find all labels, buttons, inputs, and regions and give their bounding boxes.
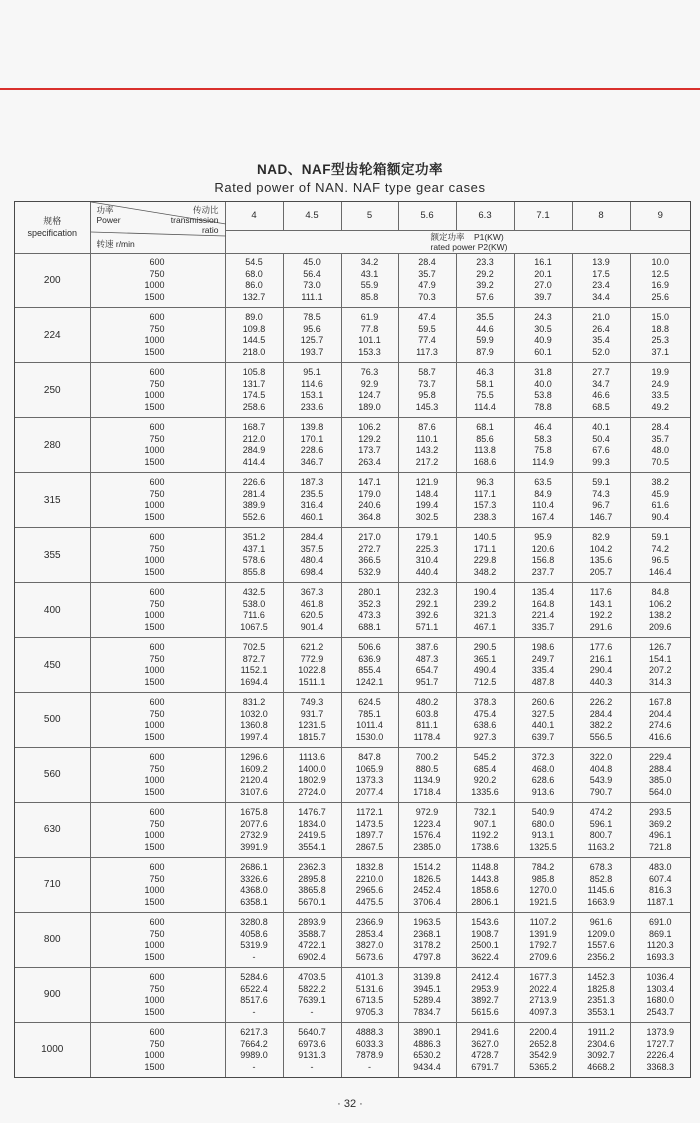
power-value-cell: 1675.8 2077.6 2732.9 3991.9 bbox=[225, 803, 283, 858]
power-value-cell: 58.7 73.7 95.8 145.3 bbox=[398, 363, 456, 418]
power-value-cell: 1677.3 2022.4 2713.9 4097.3 bbox=[514, 968, 572, 1023]
rated-power-table bbox=[15, 202, 690, 1077]
power-value-cell: 187.3 235.5 316.4 460.1 bbox=[283, 473, 341, 528]
power-value-cell: 95.9 120.6 156.8 237.7 bbox=[514, 528, 572, 583]
power-value-cell: 1148.8 1443.8 1858.6 2806.1 bbox=[456, 858, 514, 913]
speed-cell: 600 750 1000 1500 bbox=[90, 1023, 225, 1077]
table-row bbox=[15, 418, 690, 473]
table-row bbox=[15, 308, 690, 363]
power-value-cell: 198.6 249.7 335.4 487.8 bbox=[514, 638, 572, 693]
power-value-cell: 831.2 1032.0 1360.8 1997.4 bbox=[225, 693, 283, 748]
power-value-cell: 284.4 357.5 480.4 698.4 bbox=[283, 528, 341, 583]
ratio-header: 8 bbox=[572, 202, 630, 230]
ratio-header: 5.6 bbox=[398, 202, 456, 230]
power-value-cell: 702.5 872.7 1152.1 1694.4 bbox=[225, 638, 283, 693]
power-value-cell: 21.0 26.4 35.4 52.0 bbox=[572, 308, 630, 363]
size-cell: 400 bbox=[15, 583, 90, 638]
power-value-cell: 621.2 772.9 1022.8 1511.1 bbox=[283, 638, 341, 693]
spec-header bbox=[15, 202, 90, 253]
power-value-cell: 229.4 288.4 385.0 564.0 bbox=[630, 748, 690, 803]
table-row bbox=[15, 1023, 690, 1077]
power-value-cell: 367.3 461.8 620.5 901.4 bbox=[283, 583, 341, 638]
power-value-cell: 2366.9 2853.4 3827.0 5673.6 bbox=[341, 913, 398, 968]
power-value-cell: 480.2 603.8 811.1 1178.4 bbox=[398, 693, 456, 748]
power-value-cell: 135.4 164.8 221.4 335.7 bbox=[514, 583, 572, 638]
speed-cell: 600 750 1000 1500 bbox=[90, 308, 225, 363]
power-value-cell: 10.0 12.5 16.9 25.6 bbox=[630, 253, 690, 308]
power-value-cell: 179.1 225.3 310.4 440.4 bbox=[398, 528, 456, 583]
power-value-cell: 31.8 40.0 53.8 78.8 bbox=[514, 363, 572, 418]
power-value-cell: 140.5 171.1 229.8 348.2 bbox=[456, 528, 514, 583]
table-row bbox=[15, 913, 690, 968]
table-row bbox=[15, 528, 690, 583]
power-value-cell: 961.6 1209.0 1557.6 2356.2 bbox=[572, 913, 630, 968]
power-value-cell: 190.4 239.2 321.3 467.1 bbox=[456, 583, 514, 638]
power-value-cell: 121.9 148.4 199.4 302.5 bbox=[398, 473, 456, 528]
power-value-cell: 732.1 907.1 1192.2 1738.6 bbox=[456, 803, 514, 858]
power-value-cell: 4703.5 5822.2 7639.1 - bbox=[283, 968, 341, 1023]
power-value-cell: 47.4 59.5 77.4 117.3 bbox=[398, 308, 456, 363]
ratio-label: 传动比 transmission ratio bbox=[170, 205, 219, 235]
power-value-cell: 59.1 74.3 96.7 146.7 bbox=[572, 473, 630, 528]
size-cell: 250 bbox=[15, 363, 90, 418]
power-value-cell: 1911.2 2304.6 3092.7 4668.2 bbox=[572, 1023, 630, 1077]
power-value-cell: 784.2 985.8 1270.0 1921.5 bbox=[514, 858, 572, 913]
power-value-cell: 1036.4 1303.4 1680.0 2543.7 bbox=[630, 968, 690, 1023]
power-value-cell: 1172.1 1473.5 1897.7 2867.5 bbox=[341, 803, 398, 858]
power-value-cell: 2893.9 3588.7 4722.1 6902.4 bbox=[283, 913, 341, 968]
power-value-cell: 87.6 110.1 143.2 217.2 bbox=[398, 418, 456, 473]
power-value-cell: 106.2 129.2 173.7 263.4 bbox=[341, 418, 398, 473]
ratio-header: 6.3 bbox=[456, 202, 514, 230]
power-value-cell: 972.9 1223.4 1576.4 2385.0 bbox=[398, 803, 456, 858]
size-cell: 630 bbox=[15, 803, 90, 858]
power-value-cell: 139.8 170.1 228.6 346.7 bbox=[283, 418, 341, 473]
page-title-chinese: NAD、NAF型齿轮箱额定功率 bbox=[257, 162, 443, 177]
power-value-cell: 28.4 35.7 47.9 70.3 bbox=[398, 253, 456, 308]
ratio-header: 4 bbox=[225, 202, 283, 230]
speed-cell: 600 750 1000 1500 bbox=[90, 748, 225, 803]
speed-cell: 600 750 1000 1500 bbox=[90, 858, 225, 913]
power-value-cell: 3139.8 3945.1 5289.4 7834.7 bbox=[398, 968, 456, 1023]
speed-cell: 600 750 1000 1500 bbox=[90, 638, 225, 693]
power-value-cell: 4888.3 6033.3 7878.9 - bbox=[341, 1023, 398, 1077]
power-value-cell: 28.4 35.7 48.0 70.5 bbox=[630, 418, 690, 473]
power-value-cell: 16.1 20.1 27.0 39.7 bbox=[514, 253, 572, 308]
diagonal-header bbox=[90, 202, 225, 253]
power-value-cell: 46.3 58.1 75.5 114.4 bbox=[456, 363, 514, 418]
power-value-cell: 3890.1 4886.3 6530.2 9434.4 bbox=[398, 1023, 456, 1077]
power-label: 功率 Power bbox=[96, 205, 121, 225]
power-value-cell: 5284.6 6522.4 8517.6 - bbox=[225, 968, 283, 1023]
ratio-header: 4.5 bbox=[283, 202, 341, 230]
power-value-cell: 749.3 931.7 1231.5 1815.7 bbox=[283, 693, 341, 748]
power-value-cell: 700.2 880.5 1134.9 1718.4 bbox=[398, 748, 456, 803]
power-value-cell: 24.3 30.5 40.9 60.1 bbox=[514, 308, 572, 363]
power-value-cell: 3280.8 4058.6 5319.9 - bbox=[225, 913, 283, 968]
speed-cell: 600 750 1000 1500 bbox=[90, 528, 225, 583]
power-value-cell: 545.2 685.4 920.2 1335.6 bbox=[456, 748, 514, 803]
power-value-cell: 2941.6 3627.0 4728.7 6791.7 bbox=[456, 1023, 514, 1077]
power-value-cell: 95.1 114.6 153.1 233.6 bbox=[283, 363, 341, 418]
power-value-cell: 1476.7 1834.0 2419.5 3554.1 bbox=[283, 803, 341, 858]
table-row bbox=[15, 748, 690, 803]
ratio-header: 7.1 bbox=[514, 202, 572, 230]
power-value-cell: 2686.1 3326.6 4368.0 6358.1 bbox=[225, 858, 283, 913]
power-value-cell: 46.4 58.3 75.8 114.9 bbox=[514, 418, 572, 473]
spec-label-cn: 规格 bbox=[43, 216, 62, 227]
speed-cell: 600 750 1000 1500 bbox=[90, 968, 225, 1023]
power-value-cell: 1107.2 1391.9 1792.7 2709.6 bbox=[514, 913, 572, 968]
power-value-cell: 4101.3 5131.6 6713.5 9705.3 bbox=[341, 968, 398, 1023]
power-value-cell: 1113.6 1400.0 1802.9 2724.0 bbox=[283, 748, 341, 803]
power-value-cell: 13.9 17.5 23.4 34.4 bbox=[572, 253, 630, 308]
power-value-cell: 1373.9 1727.7 2226.4 3368.3 bbox=[630, 1023, 690, 1077]
power-value-cell: 45.0 56.4 73.0 111.1 bbox=[283, 253, 341, 308]
power-value-cell: 624.5 785.1 1011.4 1530.0 bbox=[341, 693, 398, 748]
rated-power-table-frame bbox=[14, 201, 691, 1078]
size-cell: 560 bbox=[15, 748, 90, 803]
power-value-cell: 167.8 204.4 274.6 416.6 bbox=[630, 693, 690, 748]
power-value-cell: 280.1 352.3 473.3 688.1 bbox=[341, 583, 398, 638]
power-value-cell: 1514.2 1826.5 2452.4 3706.4 bbox=[398, 858, 456, 913]
unit-header bbox=[225, 230, 690, 253]
table-row bbox=[15, 253, 690, 308]
page-number: · 32 · bbox=[337, 1098, 363, 1110]
table-row bbox=[15, 803, 690, 858]
speed-cell: 600 750 1000 1500 bbox=[90, 363, 225, 418]
power-value-cell: 540.9 680.0 913.1 1325.5 bbox=[514, 803, 572, 858]
power-value-cell: 260.6 327.5 440.1 639.7 bbox=[514, 693, 572, 748]
power-value-cell: 1452.3 1825.8 2351.3 3553.1 bbox=[572, 968, 630, 1023]
size-cell: 355 bbox=[15, 528, 90, 583]
red-header-rule bbox=[0, 88, 700, 90]
size-cell: 1000 bbox=[15, 1023, 90, 1077]
power-value-cell: 19.9 24.9 33.5 49.2 bbox=[630, 363, 690, 418]
table-row bbox=[15, 473, 690, 528]
power-value-cell: 322.0 404.8 543.9 790.7 bbox=[572, 748, 630, 803]
power-value-cell: 2362.3 2895.8 3865.8 5670.1 bbox=[283, 858, 341, 913]
power-value-cell: 59.1 74.2 96.5 146.4 bbox=[630, 528, 690, 583]
power-value-cell: 117.6 143.1 192.2 291.6 bbox=[572, 583, 630, 638]
power-value-cell: 84.8 106.2 138.2 209.6 bbox=[630, 583, 690, 638]
speed-cell: 600 750 1000 1500 bbox=[90, 583, 225, 638]
power-value-cell: 1296.6 1609.2 2120.4 3107.6 bbox=[225, 748, 283, 803]
power-value-cell: 290.5 365.1 490.4 712.5 bbox=[456, 638, 514, 693]
power-value-cell: 177.6 216.1 290.4 440.3 bbox=[572, 638, 630, 693]
power-value-cell: 847.8 1065.9 1373.3 2077.4 bbox=[341, 748, 398, 803]
power-value-cell: 76.3 92.9 124.7 189.0 bbox=[341, 363, 398, 418]
power-value-cell: 78.5 95.6 125.7 193.7 bbox=[283, 308, 341, 363]
power-value-cell: 226.6 281.4 389.9 552.6 bbox=[225, 473, 283, 528]
speed-cell: 600 750 1000 1500 bbox=[90, 253, 225, 308]
size-cell: 315 bbox=[15, 473, 90, 528]
speed-cell: 600 750 1000 1500 bbox=[90, 913, 225, 968]
power-value-cell: 89.0 109.8 144.5 218.0 bbox=[225, 308, 283, 363]
power-value-cell: 351.2 437.1 578.6 855.8 bbox=[225, 528, 283, 583]
power-value-cell: 168.7 212.0 284.9 414.4 bbox=[225, 418, 283, 473]
size-cell: 224 bbox=[15, 308, 90, 363]
speed-cell: 600 750 1000 1500 bbox=[90, 418, 225, 473]
power-value-cell: 293.5 369.2 496.1 721.8 bbox=[630, 803, 690, 858]
power-value-cell: 61.9 77.8 101.1 153.3 bbox=[341, 308, 398, 363]
power-value-cell: 372.3 468.0 628.6 913.6 bbox=[514, 748, 572, 803]
power-value-cell: 387.6 487.3 654.7 951.7 bbox=[398, 638, 456, 693]
power-value-cell: 6217.3 7664.2 9989.0 - bbox=[225, 1023, 283, 1077]
power-value-cell: 105.8 131.7 174.5 258.6 bbox=[225, 363, 283, 418]
size-cell: 500 bbox=[15, 693, 90, 748]
table-row bbox=[15, 858, 690, 913]
power-value-cell: 126.7 154.1 207.2 314.3 bbox=[630, 638, 690, 693]
power-value-cell: 2200.4 2652.8 3542.9 5365.2 bbox=[514, 1023, 572, 1077]
size-cell: 450 bbox=[15, 638, 90, 693]
table-row bbox=[15, 363, 690, 418]
power-value-cell: 27.7 34.7 46.6 68.5 bbox=[572, 363, 630, 418]
speed-cell: 600 750 1000 1500 bbox=[90, 473, 225, 528]
power-value-cell: 23.3 29.2 39.2 57.6 bbox=[456, 253, 514, 308]
power-value-cell: 35.5 44.6 59.9 87.9 bbox=[456, 308, 514, 363]
power-value-cell: 1832.8 2210.0 2965.6 4475.5 bbox=[341, 858, 398, 913]
page-title-english: Rated power of NAN. NAF type gear cases bbox=[214, 180, 486, 195]
power-value-cell: 691.0 869.1 1120.3 1693.3 bbox=[630, 913, 690, 968]
power-value-cell: 232.3 292.1 392.6 571.1 bbox=[398, 583, 456, 638]
size-cell: 900 bbox=[15, 968, 90, 1023]
power-value-cell: 1543.6 1908.7 2500.1 3622.4 bbox=[456, 913, 514, 968]
power-value-cell: 1963.5 2368.1 3178.2 4797.8 bbox=[398, 913, 456, 968]
power-value-cell: 678.3 852.8 1145.6 1663.9 bbox=[572, 858, 630, 913]
spec-label-en: specification bbox=[27, 228, 78, 239]
power-value-cell: 2412.4 2953.9 3892.7 5615.6 bbox=[456, 968, 514, 1023]
power-value-cell: 432.5 538.0 711.6 1067.5 bbox=[225, 583, 283, 638]
table-row bbox=[15, 583, 690, 638]
power-value-cell: 15.0 18.8 25.3 37.1 bbox=[630, 308, 690, 363]
ratio-header: 9 bbox=[630, 202, 690, 230]
table-row bbox=[15, 968, 690, 1023]
power-value-cell: 147.1 179.0 240.6 364.8 bbox=[341, 473, 398, 528]
unit-label-p1: 额定功率 P1(KW) bbox=[430, 231, 504, 242]
power-value-cell: 96.3 117.1 157.3 238.3 bbox=[456, 473, 514, 528]
speed-cell: 600 750 1000 1500 bbox=[90, 803, 225, 858]
ratio-header: 5 bbox=[341, 202, 398, 230]
power-value-cell: 82.9 104.2 135.6 205.7 bbox=[572, 528, 630, 583]
speed-label: 转速 r/min bbox=[96, 239, 135, 249]
power-value-cell: 63.5 84.9 110.4 167.4 bbox=[514, 473, 572, 528]
power-value-cell: 483.0 607.4 816.3 1187.1 bbox=[630, 858, 690, 913]
power-value-cell: 54.5 68.0 86.0 132.7 bbox=[225, 253, 283, 308]
power-value-cell: 474.2 596.1 800.7 1163.2 bbox=[572, 803, 630, 858]
power-value-cell: 506.6 636.9 855.4 1242.1 bbox=[341, 638, 398, 693]
power-value-cell: 38.2 45.9 61.6 90.4 bbox=[630, 473, 690, 528]
power-value-cell: 40.1 50.4 67.6 99.3 bbox=[572, 418, 630, 473]
power-value-cell: 5640.7 6973.6 9131.3 - bbox=[283, 1023, 341, 1077]
speed-cell: 600 750 1000 1500 bbox=[90, 693, 225, 748]
power-value-cell: 217.0 272.7 366.5 532.9 bbox=[341, 528, 398, 583]
power-value-cell: 34.2 43.1 55.9 85.8 bbox=[341, 253, 398, 308]
power-value-cell: 378.3 475.4 638.6 927.3 bbox=[456, 693, 514, 748]
unit-label-p2: rated power P2(KW) bbox=[430, 241, 508, 252]
table-row bbox=[15, 638, 690, 693]
power-value-cell: 68.1 85.6 113.8 168.6 bbox=[456, 418, 514, 473]
size-cell: 710 bbox=[15, 858, 90, 913]
size-cell: 280 bbox=[15, 418, 90, 473]
size-cell: 800 bbox=[15, 913, 90, 968]
table-row bbox=[15, 693, 690, 748]
size-cell: 200 bbox=[15, 253, 90, 308]
power-value-cell: 226.2 284.4 382.2 556.5 bbox=[572, 693, 630, 748]
